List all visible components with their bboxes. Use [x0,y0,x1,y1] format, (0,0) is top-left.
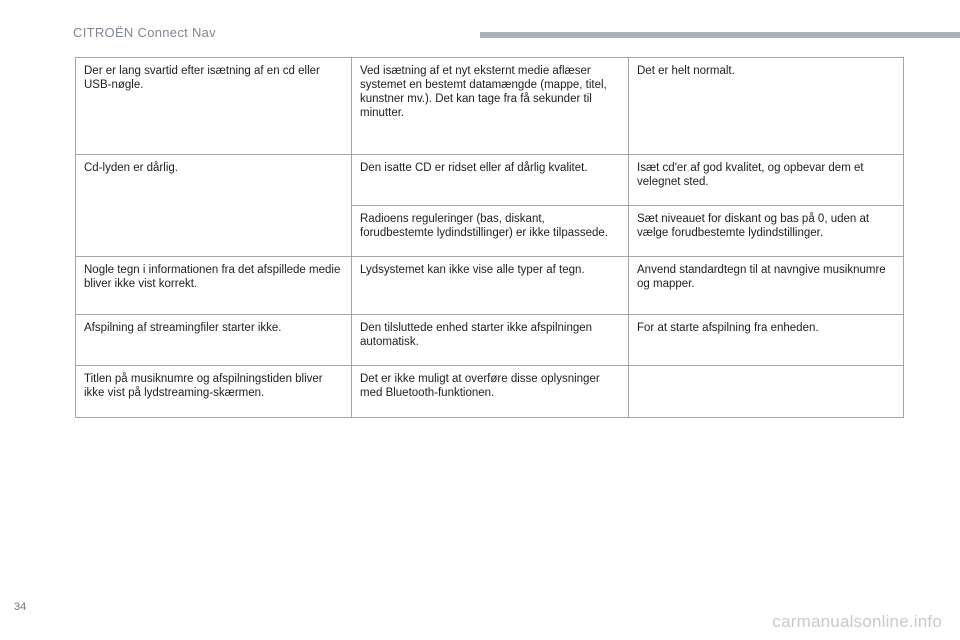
cause-cell: Radioens reguleringer (bas, diskant, forudbestemte lydindstillinger) er ikke tilpassede. [352,206,629,257]
problem-cell: Afspilning af streamingfiler starter ikke. [76,315,352,366]
cause-cell: Lydsystemet kan ikke vise alle typer af tegn. [352,257,629,315]
problem-cell: Cd-lyden er dårlig. [76,155,352,257]
page-number: 34 [14,601,27,613]
solution-cell: Sæt niveauet for diskant og bas på 0, uden at vælge forudbestemte lydindstillinger. [629,206,904,257]
table-row [76,155,904,206]
cause-cell: Ved isætning af et nyt eksternt medie aflæser systemet en bestemt datamængde (mappe, titel, kunstner mv.). Det kan tage fra få sekunder til minutter. [352,58,629,155]
cause-cell: Den isatte CD er ridset eller af dårlig kvalitet. [352,155,629,206]
table-row [76,366,904,418]
table-row [76,257,904,315]
table-row [76,58,904,155]
cause-cell: Det er ikke muligt at overføre disse oplysninger med Bluetooth-funktionen. [352,366,629,418]
watermark: carmanualsonline.info [772,612,942,631]
problem-cell: Titlen på musiknumre og afspilningstiden bliver ikke vist på lydstreaming-skærmen. [76,366,352,418]
problem-cell: Nogle tegn i informationen fra det afspillede medie bliver ikke vist korrekt. [76,257,352,315]
document-header-title: CITROËN Connect Nav [73,25,216,40]
solution-cell: Anvend standardtegn til at navngive musiknumre og mapper. [629,257,904,315]
solution-cell: Det er helt normalt. [629,58,904,155]
cause-cell: Den tilsluttede enhed starter ikke afspilningen automatisk. [352,315,629,366]
troubleshooting-table [75,57,904,418]
table-row [76,315,904,366]
problem-cell: Der er lang svartid efter isætning af en cd eller USB-nøgle. [76,58,352,155]
solution-cell: Isæt cd'er af god kvalitet, og opbevar dem et velegnet sted. [629,155,904,206]
header-bar [480,32,960,38]
solution-cell [629,366,904,418]
solution-cell: For at starte afspilning fra enheden. [629,315,904,366]
